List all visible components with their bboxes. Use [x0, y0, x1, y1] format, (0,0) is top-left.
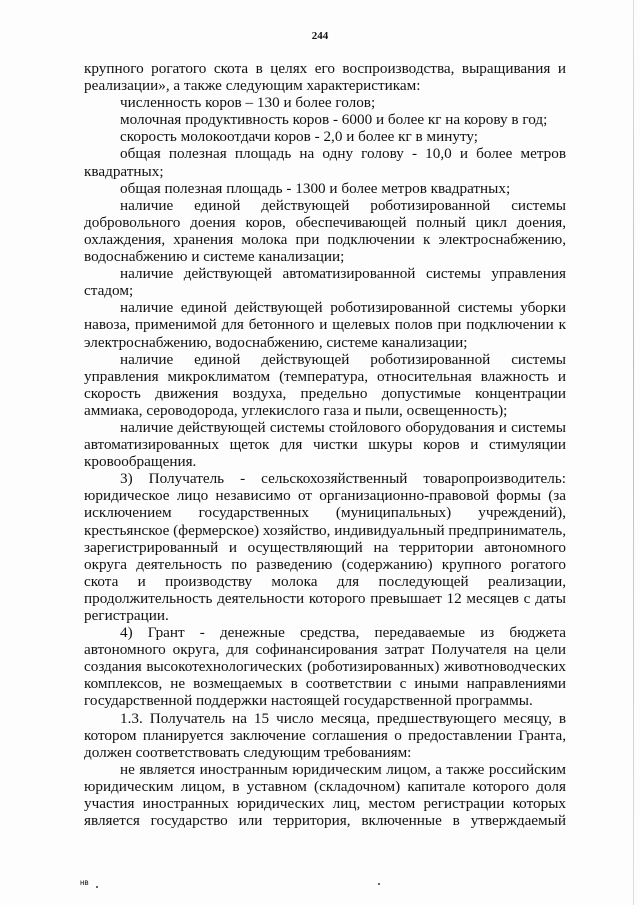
paragraph: 1.3. Получатель на 15 число месяца, предшествующего месяцу, в котором планируется заключение соглашения о предоставлении Гранта, должен соответствовать следующим требованиям: — [84, 709, 566, 761]
page-number: 244 — [311, 30, 329, 42]
paragraph: крупного рогатого скота в целях его воспроизводства, выращивания и реализации», а также следующим характеристикам: — [84, 60, 566, 95]
footer-mark: нв — [80, 878, 89, 887]
paragraph: наличие единой действующей роботизированной системы добровольного доения коров, обеспечивающей полный цикл доения, охлаждения, хранения молока при подключении к электроснабжению, водоснабжению и системе канализации; — [84, 196, 566, 266]
page-edge — [633, 0, 634, 905]
paragraph: наличие действующей системы стойлового оборудования и системы автоматизированных щеток для чистки шкуры коров и стимуляции кровообращения. — [84, 418, 566, 471]
paragraph: численность коров – 130 и более голов; — [120, 94, 376, 112]
paragraph: наличие действующей автоматизированной системы управления стадом; — [84, 265, 566, 300]
scan-speck — [378, 883, 380, 885]
paragraph: наличие единой действующей роботизированной системы управления микроклиматом (температура, относительная влажность и скорость движения воздуха, предельно допустимые концентрации аммиака, сероводорода, углекислого газа и пыли, освещенность); — [84, 350, 566, 419]
document-body — [84, 60, 566, 829]
paragraph: общая полезная площадь - 1300 и более метров квадратных; — [120, 179, 511, 197]
paragraph: 3) Получатель - сельскохозяйственный товаропроизводитель: юридическое лицо независимо от организационно-правовой формы (за исключением государственных (муниципальных) учреждений), крестьянское (фермерское) хозяйство, индивидуальный предприниматель, зарегистрированный и осуществляющий на территории автономного округа деятельность по разведению (содержанию) крупного рогатого скота и производству молока для последующей реализации, продолжительность деятельности которого превышает 12 месяцев с даты регистрации. — [84, 470, 566, 624]
paragraph: не является иностранным юридическим лицом, а также российским юридическим лицом, в уставном (складочном) капитале которого доля участия иностранных юридических лиц, местом регистрации которых является государство или территория, включенные в утверждаемый — [84, 760, 566, 830]
scan-speck — [96, 886, 98, 888]
paragraph: наличие единой действующей роботизированной системы уборки навоза, применимой для бетонного и щелевых полов при подключении к электроснабжению, водоснабжению, системе канализации; — [84, 299, 566, 351]
paragraph: скорость молокоотдачи коров - 2,0 и более кг в минуту; — [120, 128, 479, 146]
paragraph: молочная продуктивность коров - 6000 и более кг на корову в год; — [120, 111, 548, 129]
paragraph: 4) Грант - денежные средства, передаваемые из бюджета автономного округа, для софинансирования затрат Получателя на цели создания высокотехнологических (роботизированных) животноводческих комплексов, не возмещаемых в соответствии с иными направлениями государственной поддержки настоящей государственной программы. — [84, 624, 566, 710]
paragraph: общая полезная площадь на одну голову - 10,0 и более метров квадратных; — [84, 145, 566, 180]
